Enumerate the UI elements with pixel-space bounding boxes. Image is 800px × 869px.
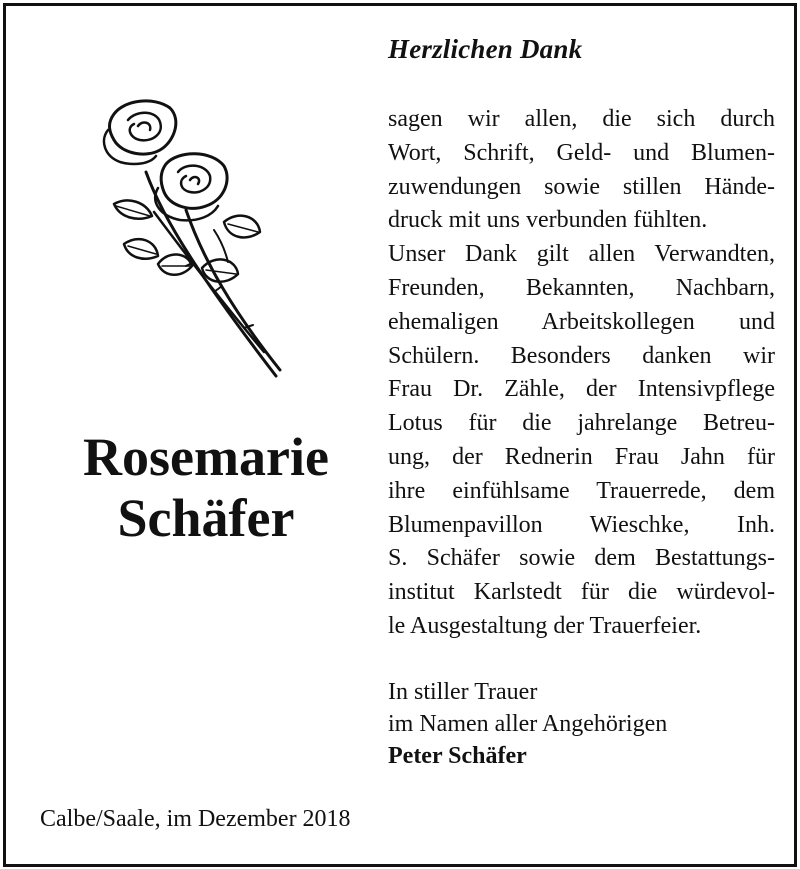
thank-you-text bbox=[388, 103, 775, 644]
deceased-last-name: Schäfer bbox=[117, 488, 295, 548]
signature-block bbox=[388, 676, 667, 772]
body-line: Frau Dr. Zähle, der Intensivpflege bbox=[388, 376, 775, 403]
obituary-notice-frame bbox=[3, 3, 797, 867]
body-line: S. Schäfer sowie dem Bestattungs- bbox=[388, 545, 775, 572]
notice-heading: Herzlichen Dank bbox=[388, 34, 583, 64]
body-line: ihre einfühlsame Trauerrede, dem bbox=[388, 477, 775, 504]
signer-name: Peter Schäfer bbox=[388, 743, 527, 769]
body-line: le Ausgestaltung der Trauerfeier. bbox=[388, 612, 702, 639]
body-line: Unser Dank gilt allen Verwandten, bbox=[388, 241, 775, 268]
roses-icon bbox=[94, 92, 294, 388]
body-line: Blumenpavillon Wieschke, Inh. bbox=[388, 511, 775, 538]
closing-line: im Namen aller Angehörigen bbox=[388, 711, 668, 737]
body-line: Schülern. Besonders danken wir bbox=[388, 342, 775, 369]
body-line: ehemaligen Arbeitskollegen und bbox=[388, 308, 775, 335]
body-line: institut Karlstedt für die würdevol- bbox=[388, 579, 775, 606]
place-date: Calbe/Saale, im Dezember 2018 bbox=[40, 806, 351, 832]
body-line: Wort, Schrift, Geld- und Blumen- bbox=[388, 139, 775, 166]
body-line: Freunden, Bekannten, Nachbarn, bbox=[388, 274, 775, 301]
closing-line: In stiller Trauer bbox=[388, 679, 538, 705]
body-line: zuwendungen sowie stillen Hände- bbox=[388, 173, 775, 200]
body-line: sagen wir allen, die sich durch bbox=[388, 106, 775, 132]
body-line: ung, der Rednerin Frau Jahn für bbox=[388, 443, 775, 470]
body-line: druck mit uns verbunden fühlten. bbox=[388, 207, 708, 234]
body-line: Lotus für die jahrelange Betreu- bbox=[388, 410, 775, 437]
deceased-first-name: Rosemarie bbox=[83, 427, 329, 487]
